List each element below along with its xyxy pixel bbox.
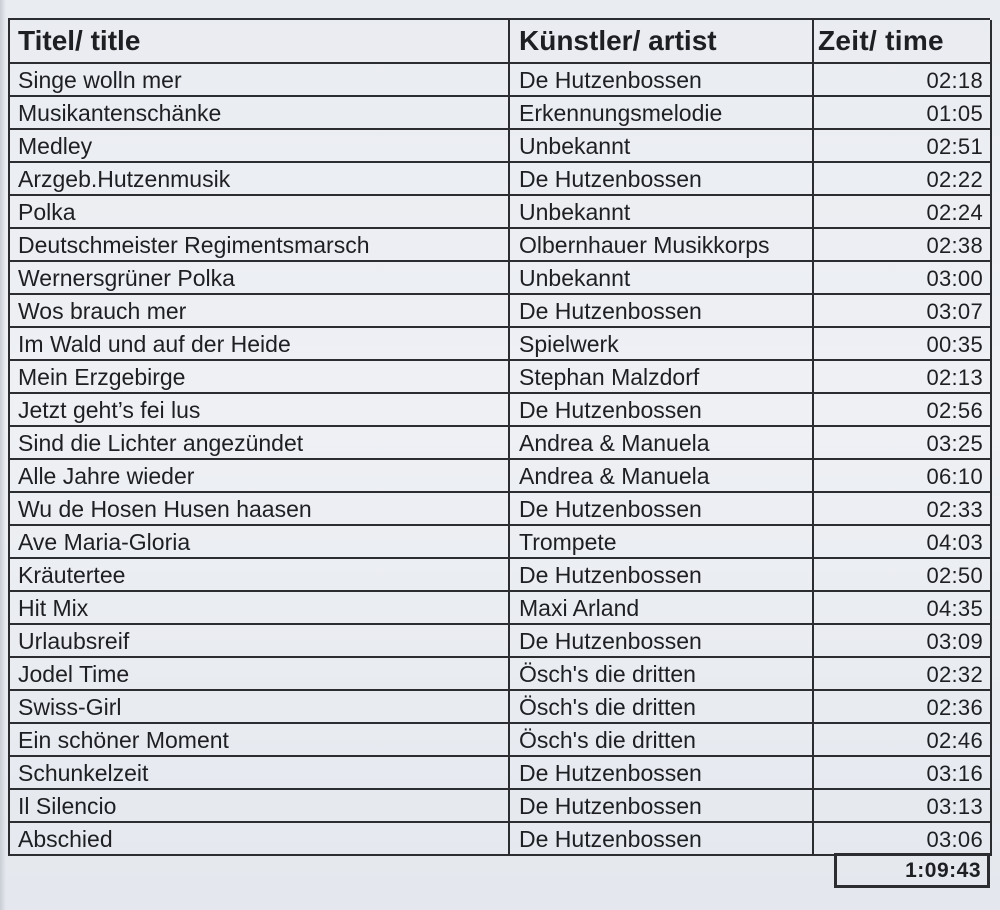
track-time: 03:09 <box>814 625 992 658</box>
track-time: 03:16 <box>814 757 992 790</box>
track-artist: Maxi Arland <box>510 592 814 625</box>
track-title: Jetzt geht’s fei lus <box>10 394 510 427</box>
track-artist: De Hutzenbossen <box>510 625 814 658</box>
track-time: 02:18 <box>814 64 992 97</box>
track-title: Schunkelzeit <box>10 757 510 790</box>
track-time: 02:46 <box>814 724 992 757</box>
track-time: 03:07 <box>814 295 992 328</box>
track-title: Musikantenschänke <box>10 97 510 130</box>
track-title: Wernersgrüner Polka <box>10 262 510 295</box>
track-title: Jodel Time <box>10 658 510 691</box>
track-time: 02:33 <box>814 493 992 526</box>
track-title: Il Silencio <box>10 790 510 823</box>
track-time: 02:56 <box>814 394 992 427</box>
track-title: Swiss-Girl <box>10 691 510 724</box>
track-artist: Ösch's die dritten <box>510 724 814 757</box>
track-artist: Unbekannt <box>510 130 814 163</box>
track-time: 04:03 <box>814 526 992 559</box>
track-time: 02:38 <box>814 229 992 262</box>
header-artist: Künstler/ artist <box>510 20 814 64</box>
track-time: 03:00 <box>814 262 992 295</box>
track-time: 02:22 <box>814 163 992 196</box>
track-time: 00:35 <box>814 328 992 361</box>
track-title: Deutschmeister Regimentsmarsch <box>10 229 510 262</box>
track-artist: Andrea & Manuela <box>510 427 814 460</box>
track-artist: De Hutzenbossen <box>510 823 814 856</box>
track-time: 02:32 <box>814 658 992 691</box>
track-title: Abschied <box>10 823 510 856</box>
track-title: Kräutertee <box>10 559 510 592</box>
track-artist: De Hutzenbossen <box>510 559 814 592</box>
track-artist: De Hutzenbossen <box>510 163 814 196</box>
track-artist: Olbernhauer Musikkorps <box>510 229 814 262</box>
track-artist: Andrea & Manuela <box>510 460 814 493</box>
track-title: Polka <box>10 196 510 229</box>
track-title: Ave Maria-Gloria <box>10 526 510 559</box>
track-title: Wu de Hosen Husen haasen <box>10 493 510 526</box>
track-title: Mein Erzgebirge <box>10 361 510 394</box>
tracklist-table <box>8 18 990 856</box>
track-time: 02:13 <box>814 361 992 394</box>
track-time: 01:05 <box>814 97 992 130</box>
track-artist: Unbekannt <box>510 262 814 295</box>
paper-shadow <box>0 0 6 910</box>
track-artist: Spielwerk <box>510 328 814 361</box>
track-time: 02:50 <box>814 559 992 592</box>
header-title: Titel/ title <box>10 20 510 64</box>
track-title: Im Wald und auf der Heide <box>10 328 510 361</box>
track-time: 02:36 <box>814 691 992 724</box>
track-artist: Stephan Malzdorf <box>510 361 814 394</box>
track-title: Singe wolln mer <box>10 64 510 97</box>
track-time: 03:06 <box>814 823 992 856</box>
track-artist: De Hutzenbossen <box>510 394 814 427</box>
header-time: Zeit/ time <box>814 20 992 64</box>
track-title: Wos brauch mer <box>10 295 510 328</box>
track-title: Urlaubsreif <box>10 625 510 658</box>
track-title: Hit Mix <box>10 592 510 625</box>
track-artist: Ösch's die dritten <box>510 691 814 724</box>
track-time: 04:35 <box>814 592 992 625</box>
track-title: Medley <box>10 130 510 163</box>
total-duration: 1:09:43 <box>834 853 990 888</box>
track-artist: De Hutzenbossen <box>510 790 814 823</box>
track-title: Sind die Lichter angezündet <box>10 427 510 460</box>
track-time: 02:24 <box>814 196 992 229</box>
track-artist: De Hutzenbossen <box>510 493 814 526</box>
track-artist: Erkennungsmelodie <box>510 97 814 130</box>
track-title: Arzgeb.Hutzenmusik <box>10 163 510 196</box>
track-time: 03:13 <box>814 790 992 823</box>
track-artist: De Hutzenbossen <box>510 64 814 97</box>
track-time: 06:10 <box>814 460 992 493</box>
track-artist: Unbekannt <box>510 196 814 229</box>
track-time: 03:25 <box>814 427 992 460</box>
track-title: Ein schöner Moment <box>10 724 510 757</box>
track-artist: De Hutzenbossen <box>510 295 814 328</box>
track-artist: De Hutzenbossen <box>510 757 814 790</box>
track-artist: Trompete <box>510 526 814 559</box>
track-title: Alle Jahre wieder <box>10 460 510 493</box>
track-time: 02:51 <box>814 130 992 163</box>
track-artist: Ösch's die dritten <box>510 658 814 691</box>
